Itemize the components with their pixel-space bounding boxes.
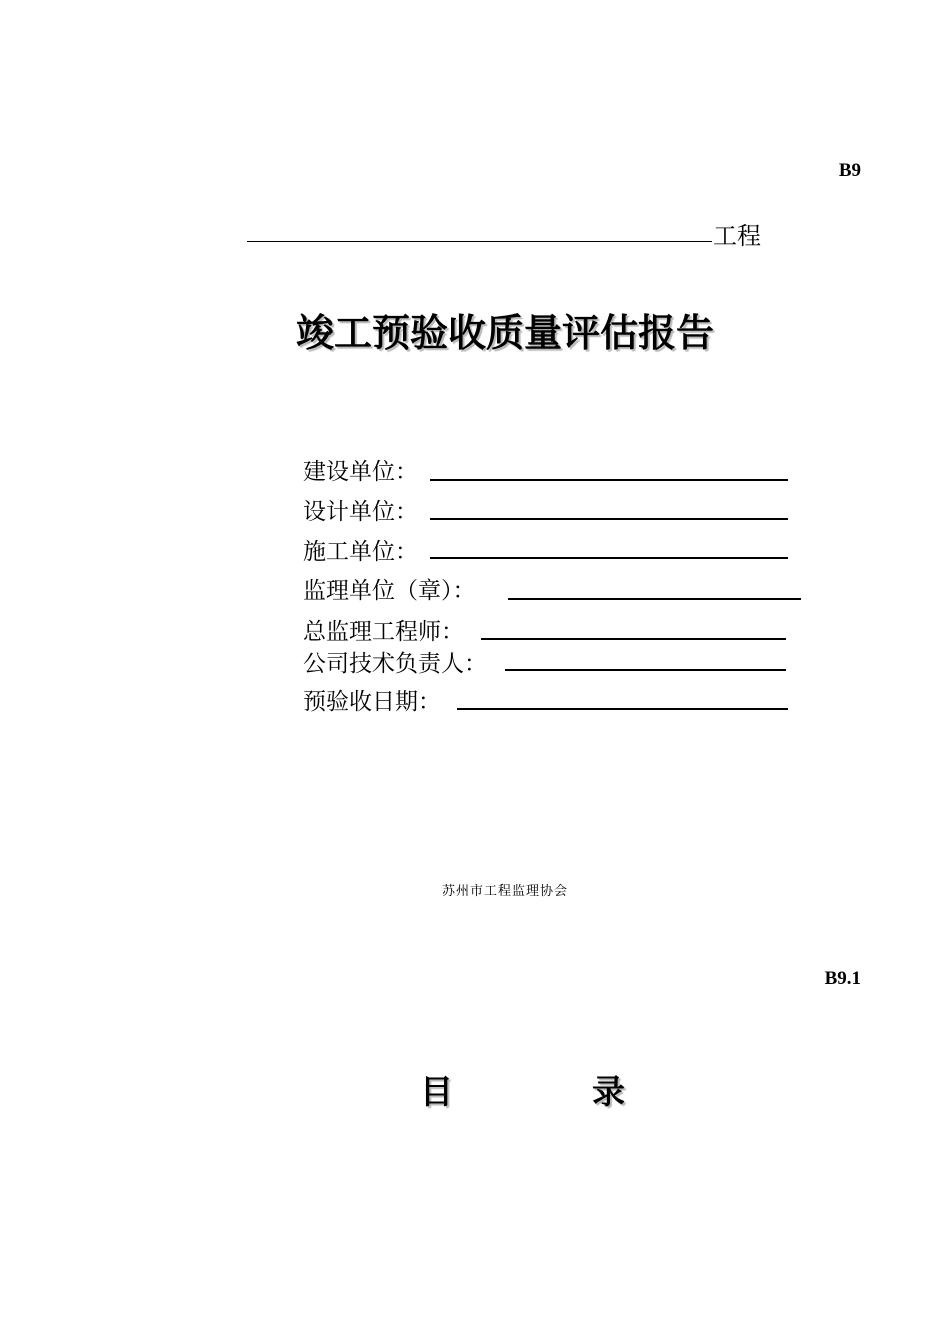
toc-heading-char-2: 录 <box>592 1072 625 1111</box>
field-line-acceptance-date[interactable] <box>457 708 788 710</box>
field-label-supervision-unit: 监理单位（章）： <box>303 578 476 604</box>
field-line-tech-lead[interactable] <box>505 669 786 671</box>
field-line-supervision-unit[interactable] <box>508 598 801 600</box>
form-code-2: B9.1 <box>824 968 861 989</box>
field-line-construction-unit[interactable] <box>430 479 788 481</box>
field-label-construction-unit: 建设单位： <box>303 459 418 485</box>
document-title: 竣工预验收质量评估报告 <box>295 311 714 355</box>
field-line-design-unit[interactable] <box>430 518 788 520</box>
field-label-tech-lead: 公司技术负责人： <box>303 651 487 677</box>
field-label-chief-engineer: 总监理工程师： <box>303 619 464 645</box>
field-line-build-unit[interactable] <box>430 557 788 559</box>
field-line-chief-engineer[interactable] <box>481 638 786 640</box>
field-label-acceptance-date: 预验收日期： <box>303 689 441 715</box>
form-code: B9 <box>838 160 861 181</box>
project-suffix: 工程 <box>713 222 761 250</box>
organization-name: 苏州市工程监理协会 <box>441 884 568 899</box>
project-name-blank[interactable] <box>247 241 712 242</box>
toc-heading-char-1: 目 <box>420 1072 453 1111</box>
field-label-build-unit: 施工单位： <box>303 539 418 565</box>
field-label-design-unit: 设计单位： <box>303 499 418 525</box>
